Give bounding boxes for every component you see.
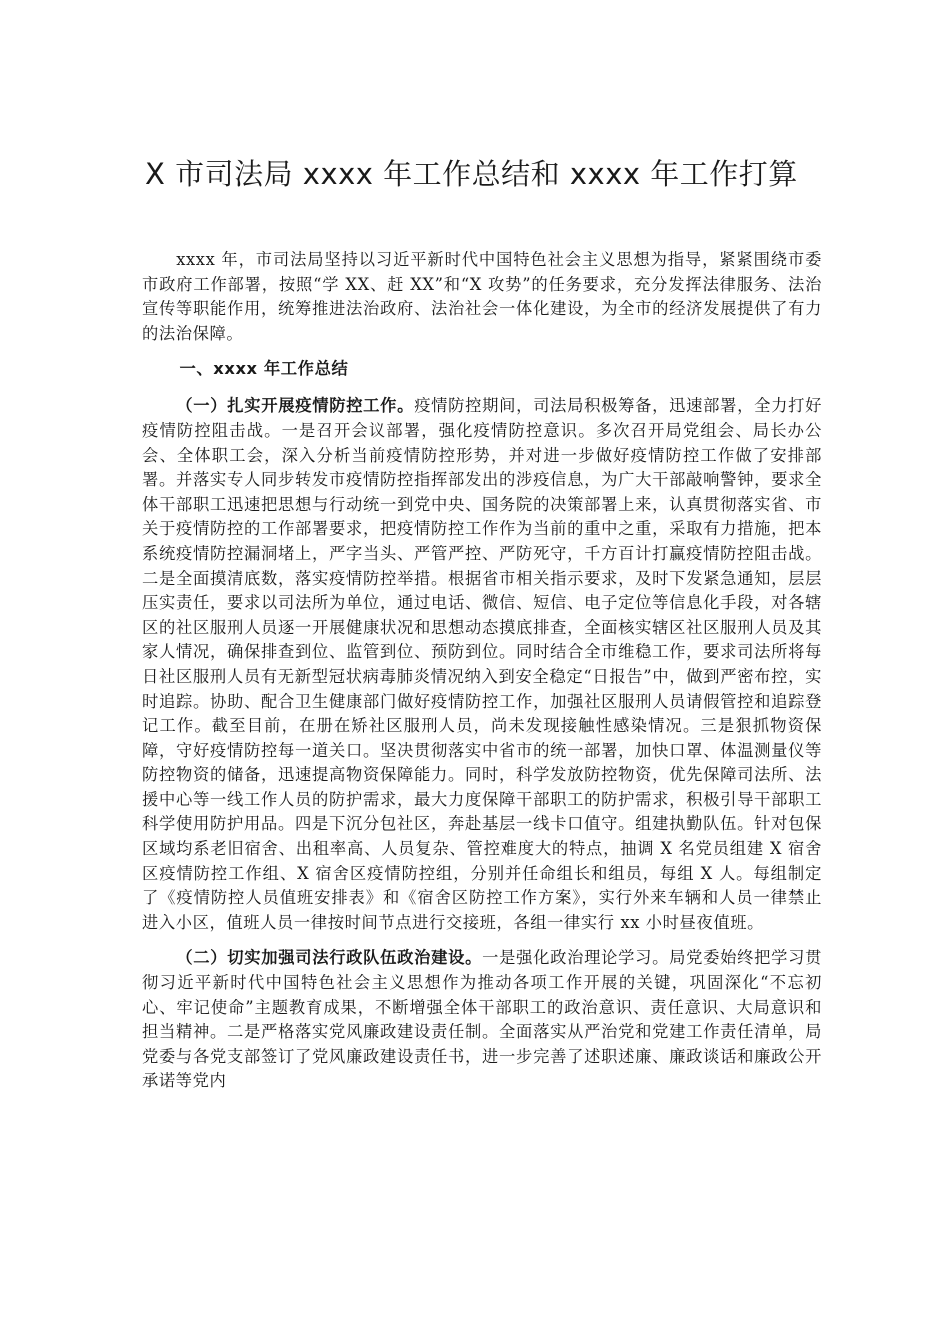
item-2-lead: （二）切实加强司法行政队伍政治建设。 — [176, 948, 483, 968]
document-body — [142, 248, 822, 1105]
item-1-lead: （一）扎实开展疫情防控工作。 — [176, 396, 415, 416]
intro-paragraph: xxxx 年，市司法局坚持以习近平新时代中国特色社会主义思想为指导，紧紧围绕市委市政府工作部署，按照“学 XX、赶 XX”和“X 攻势”的任务要求，充分发挥法律服务、法治宣传等职能作用，统筹推进法治政府、法治社会一体化建设，为全市的经济发展提供了有力的法治保障。 — [142, 250, 822, 343]
section-heading-1: 一、xxxx 年工作总结 — [179, 359, 349, 379]
paragraph-item-2 — [142, 946, 822, 1094]
item-1-body: 疫情防控期间，司法局积极筹备，迅速部署，全力打好疫情防控阻击战。一是召开会议部署，强化疫情防控意识。多次召开局党组会、局长办公会、全体职工会，深入分析当前疫情防控形势，并对进一步做好疫情防控工作做了安排部署。并落实专人同步转发市疫情防控指挥部发出的涉疫信息，为广大干部敲响警钟，要求全体干部职工迅速把思想与行动统一到党中央、国务院的决策部署上来，认真贯彻落实省、市关于疫情防控的工作部署要求，把疫情防控工作作为当前的重中之重，采取有力措施，把本系统疫情防控漏洞堵上，严字当头、严管严控、严防死守，千方百计打赢疫情防控阻击战。二是全面摸清底数，落实疫情防控举措。根据省市相关指示要求，及时下发紧急通知，层层压实责任，要求以司法所为单位，通过电话、微信、短信、电子定位等信息化手段，对各辖区的社区服刑人员逐一开展健康状况和思想动态摸底排查，全面核实辖区社区服刑人员及其家人情况，确保排查到位、监管到位、预防到位。同时结合全市维稳工作，要求司法所将每日社区服刑人员有无新型冠状病毒肺炎情况纳入到安全稳定“日报告”中，做到严密布控，实时追踪。协助、配合卫生健康部门做好疫情防控工作，加强社区服刑人员请假管控和追踪登记工作。截至目前，在册在矫社区服刑人员，尚未发现接触性感染情况。三是狠抓物资保障，守好疫情防控每一道关口。坚决贯彻落实中省市的统一部署，加快口罩、体温测量仪等防控物资的储备，迅速提高物资保障能力。同时，科学发放防控物资，优先保障司法所、法援中心等一线工作人员的防护需求，最大力度保障干部职工的防护需求，积极引导干部职工科学使用防护用品。四是下沉分包社区，奔赴基层一线卡口值守。组建执勤队伍。针对包保区域均系老旧宿舍、出租率高、人员复杂、管控难度大的特点，抽调 X 名党员组建 X 宿舍区疫情防控工作组、X 宿舍区疫情防控组，分别并任命组长和组员，每组 X 人。每组制定了《疫情防控人员值班安排表》和《宿舍区防控工作方案》，实行外来车辆和人员一律禁止进入小区，值班人员一律按时间节点进行交接班，各组一律实行 xx 小时昼夜值班。 — [142, 396, 823, 932]
document-title: X 市司法局 xxxx 年工作总结和 xxxx 年工作打算 — [145, 157, 798, 191]
item-2-body: 一是强化政治理论学习。局党委始终把学习贯彻习近平新时代中国特色社会主义思想作为推动各项工作开展的关键，巩固深化“不忘初心、牢记使命”主题教育成果，不断增强全体干部职工的政治意识、责任意识、大局意识和担当精神。二是严格落实党风廉政建设责任制。全面落实从严治党和党建工作责任清单，局党委与各党支部签订了党风廉政建设责任书，进一步完善了述职述廉、廉政谈话和廉政公开承诺等党内 — [142, 948, 822, 1091]
paragraph-item-1 — [142, 394, 822, 935]
